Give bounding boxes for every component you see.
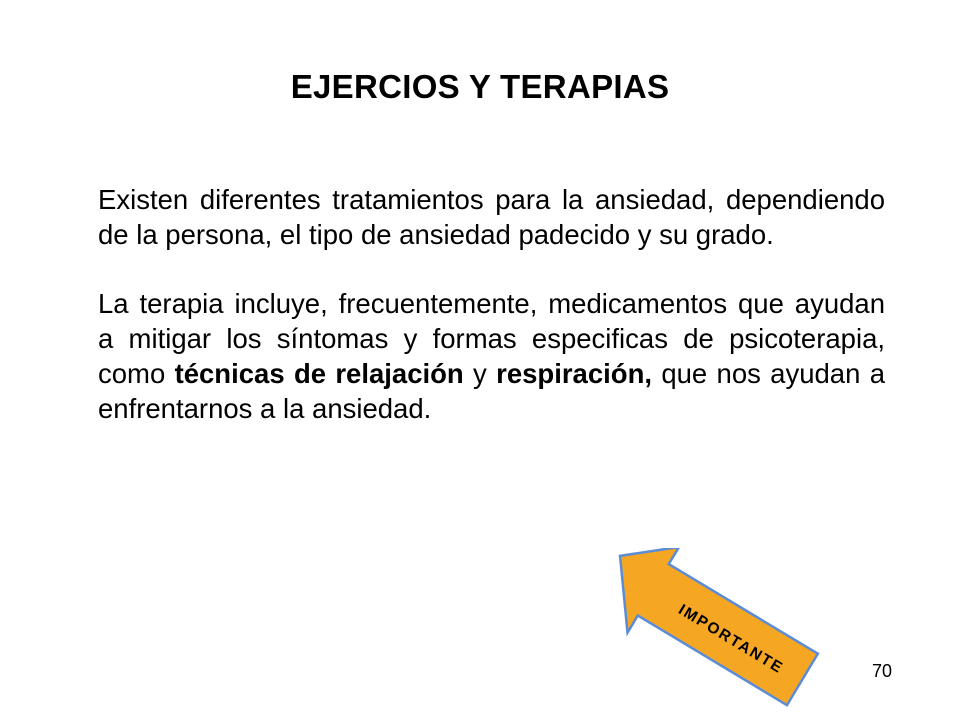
arrow-up-left-icon [588, 548, 828, 708]
paragraph-therapy-text-2: y [463, 358, 497, 389]
arrow-label: IMPORTANTE [675, 601, 787, 678]
breathing-highlight: respiración, [496, 358, 653, 389]
paragraph-therapy-text-3: que nos ayudan a enfrentarnos a la ansiedad. [98, 358, 886, 424]
page-number: 70 [872, 661, 893, 681]
paragraph-treatments: Existen diferentes tratamientos para la ansiedad, dependiendo de la persona, el tipo de ansiedad padecido y su grado. [98, 184, 885, 250]
slide-body [98, 182, 885, 426]
paragraph-therapy [98, 286, 885, 426]
paragraph-therapy-text-1: La terapia incluye, frecuentemente, medicamentos que ayudan a mitigar los síntomas y formas especificas de psicoterapia, como [98, 288, 885, 389]
slide-title: EJERCIOS Y TERAPIAS [290, 68, 670, 105]
relaxation-techniques-highlight: técnicas de relajación [174, 358, 464, 389]
